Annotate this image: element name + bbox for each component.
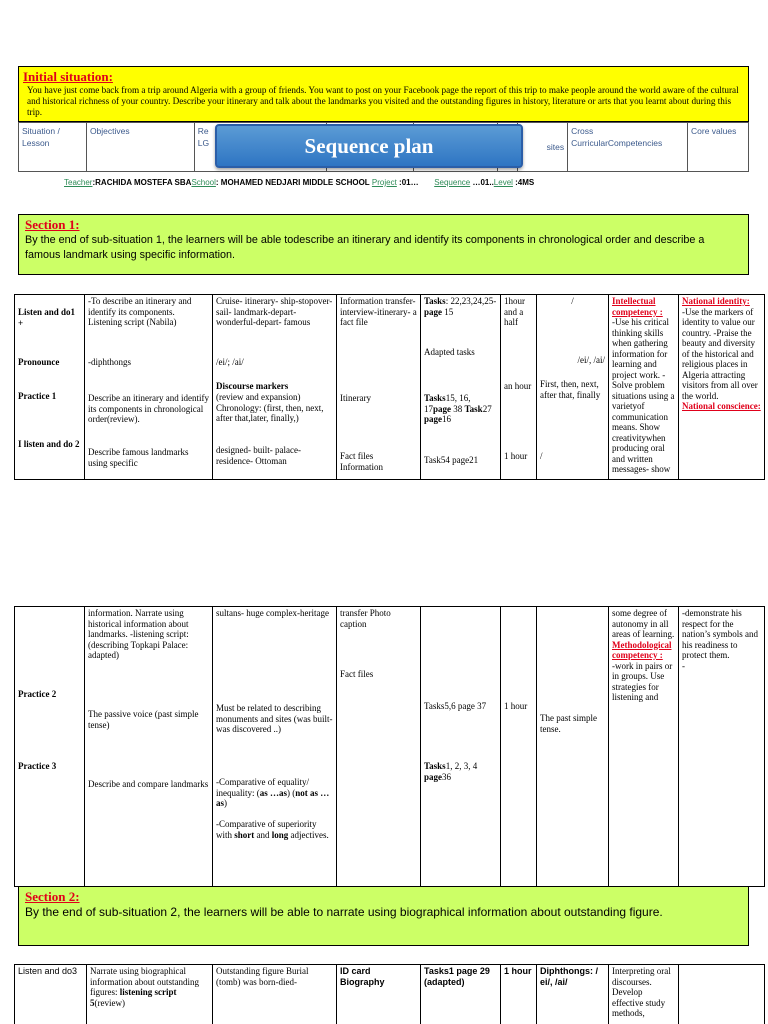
lesson-label: Practice 3 [18,761,57,771]
core-values-cell: National identity: -Use the markers of identity to value our country. -Praise the beauty and diversity of the historical and religious places in Algeria attracting visitors from all over the world. National conscience: [679,295,765,480]
tasks-cell: Tasks5,6 page 37 Tasks1, 2, 3, 4 page36 [421,607,501,887]
cross-competencies-cell: Interpreting oral discourses. Develop effective study methods, [609,965,679,1024]
initial-situation-text: You have just come back from a trip around Algeria with a group of friends. You want to post on your Facebook page the report of this trip to make people around the world aware of the cultural and historical richness of your country. Describe your itinerary and talk about the landmarks you visited and the outstanding figures in history, literature or arts that you learnt about during this trip. [27,85,739,117]
language-cell: Outstanding figure Burial (tomb) was born-died- [213,965,337,1024]
header-resources: Re LG [194,123,326,172]
header-prerequisites: sites [518,123,568,172]
lesson-label: Practice 1 [18,391,57,401]
table-section-1 [14,294,765,480]
objectives-cell: Narrate using biographical information about outstanding figures: listening script 5(review) [87,965,213,1024]
initial-situation-box [18,66,749,122]
objectives-cell: -To describe an itinerary and identify its components. Listening script (Nabila) -diphthongs Describe an itinerary and identify its components in chronological order(review). Describe famous landmarks using specific [85,295,213,480]
prerequisites-cell: / /ei/, /ai/ First, then, next, after that, finally / [537,295,609,480]
prerequisites-cell: The past simple tense. [537,607,609,887]
tasks-cell: Tasks1 page 29 (adapted) [421,965,501,1024]
header-cross-competencies: Cross CurricularCompetencies [568,123,688,172]
materials-cell: ID card Biography [337,965,421,1024]
header-core-values: Core values [688,123,749,172]
section-2-title: Section 2: [25,889,80,904]
time-cell: 1 hour [501,607,537,887]
header-situation: Situation / Lesson [19,123,87,172]
materials-cell: transfer Photo caption Fact files [337,607,421,887]
lesson-label: I listen and do 2 [18,439,80,449]
lesson-label: Listen and do1 + [18,307,76,328]
header-objectives: Objectives [86,123,194,172]
sequence-plan-banner: Sequence plan [215,124,523,168]
prerequisites-cell: Diphthongs: / ei/, /ai/ [537,965,609,1024]
table-section-2 [14,964,765,1024]
section-1-title: Section 1: [25,217,80,232]
cross-competencies-cell: some degree of autonomy in all areas of learning. Methodological competency : -work in pairs or in groups. Use strategies for listening and [609,607,679,887]
section-1-box [18,214,749,275]
language-cell: sultans- huge complex-heritage Must be related to describing monuments and sites (was built- was discovered ..) -Comparative of equality/ inequality: (as …as) (not as …as) -Comparative of superiority with short and long adjectives. [213,607,337,887]
teacher-info-line: Teacher:RACHIDA MOSTEFA SBASchool: MOHAMED NEDJARI MIDDLE SCHOOL Project :01… Sequence …01..Level :4MS [64,178,535,187]
objectives-cell: information. Narrate using historical information about landmarks. -listening script: (describing Topkapi Palace: adapted) The passive voice (past simple tense) Describe and compare landmarks [85,607,213,887]
tasks-cell: Tasks: 22,23,24,25-page 15 Adapted tasks Tasks15, 16, 17page 38 Task27 page16 Task54 page21 [421,295,501,480]
section-1-text: By the end of sub-situation 1, the learners will be able todescribe an itinerary and identify its components in chronological order and describe a famous landmark using specific information. [25,234,705,261]
table-section-1-continued [14,606,765,887]
initial-situation-title: Initial situation: [23,69,113,84]
lesson-label: Listen and do3 [15,965,87,1024]
lesson-label: Pronounce [18,357,60,367]
lesson-label: Practice 2 [18,689,57,699]
core-values-cell [679,965,765,1024]
language-cell: Cruise- itinerary- ship-stopover- sail- landmark-depart- wonderful-depart- famous /ei/; /ai/ Discourse markers (review and expansion) Chronology: (first, then, next, after that,later, finally,) designed- built- palace-residence- Ottoman [213,295,337,480]
lesson-labels-cell [15,607,85,887]
time-cell: 1 hour [501,965,537,1024]
materials-cell: Information transfer-interview-itinerary- a fact file Itinerary Fact files Information [337,295,421,480]
section-2-box [18,886,749,946]
cross-competencies-cell: Intellectual competency : -Use his critical thinking skills when gathering information for learning and project work. -Solve problem situations using a varietyof communication means. Show creativitywhen producing oral and written messages- show [609,295,679,480]
lesson-labels-cell [15,295,85,480]
core-values-cell: -demonstrate his respect for the nation’s symbols and his readiness to protect them. - [679,607,765,887]
time-cell: 1hour and a half an hour 1 hour [501,295,537,480]
section-2-text: By the end of sub-situation 2, the learners will be able to narrate using biographical information about outstanding figure. [25,905,663,919]
